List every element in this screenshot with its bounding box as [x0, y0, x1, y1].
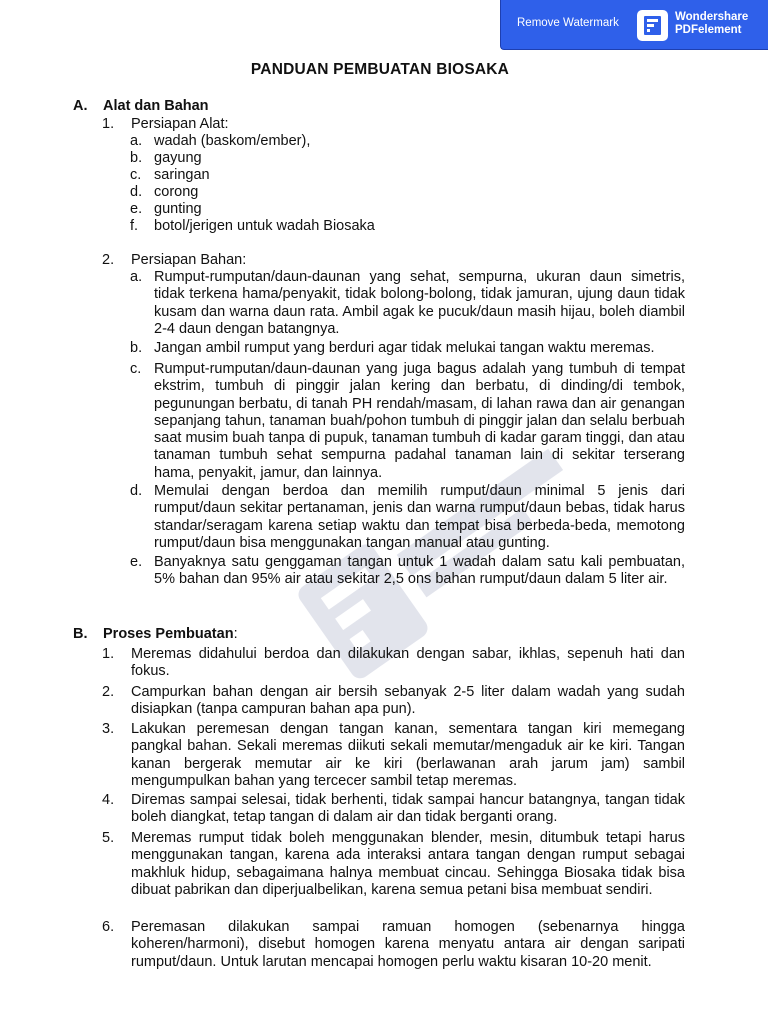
list-item: e. Banyaknya satu genggaman tangan untuk 1 wadah dalam satu kali pembuatan, 5% bahan dan 95% air atau sekitar 2,5 ons bahan rumput/daun dalam 5 liter air. — [130, 554, 685, 588]
step-number: 6. — [102, 919, 115, 935]
step-number: 2. — [102, 684, 115, 700]
step-number: 1. — [102, 646, 115, 662]
page-title: PANDUAN PEMBUATAN BIOSAKA — [250, 61, 510, 78]
step-number: 4. — [102, 792, 115, 808]
step-number: 3. — [102, 721, 115, 737]
step-number: 5. — [102, 830, 115, 846]
list-item: b. gayung — [130, 150, 202, 166]
group-persiapan-bahan-number: 2. — [102, 252, 115, 268]
group-persiapan-bahan-heading: Persiapan Bahan: — [131, 252, 247, 268]
step-text: Lakukan peremesan dengan tangan kanan, sementara tangan kiri memegang pangkal bahan. Sekali meremas diikuti sekali memutar/mengaduk air ke kiri. Tangan kanan bergerak memutar air ke kiri (berlawanan arah jarum jam) sambil mengumpulkan bahan yang tercecer sambil tetap meremas. — [131, 721, 685, 789]
step-text: Meremas didahului berdoa dan dilakukan dengan sabar, ikhlas, sepenuh hati dan fokus. — [131, 646, 685, 680]
list-item: d. corong — [130, 184, 199, 200]
group-persiapan-alat-heading: Persiapan Alat: — [131, 116, 229, 132]
brand-label: Wondershare PDFelement — [675, 11, 749, 36]
step-text: Diremas sampai selesai, tidak berhenti, tidak sampai hancur batangnya, tangan tidak boleh diangkat, tetap tangan di dalam air dan tidak berganti orang. — [131, 792, 685, 826]
remove-watermark-button[interactable]: Remove Watermark — [517, 17, 619, 29]
list-item: f. botol/jerigen untuk wadah Biosaka — [130, 218, 375, 234]
list-item: a. Rumput-rumputan/daun-daunan yang sehat, sempurna, ukuran daun simetris, tidak terkena hama/penyakit, tidak bolong-bolong, tidak jamuran, ujung daun tidak kusam dan warna daun rata. Ambil agak ke pucuk/daun masih hijau, boleh diambil 2-4 daun dengan batangnya. — [130, 269, 685, 337]
list-item: e. gunting — [130, 201, 202, 217]
step-text: Peremasan dilakukan sampai ramuan homogen (sebenarnya hingga koheren/harmoni), disebut homogen karena menyatu antara air dengan saripati rumput/daun. Untuk larutan mencapai homogen perlu waktu kisaran 10-20 menit. — [131, 919, 685, 970]
section-a-heading: A. Alat dan Bahan — [73, 98, 209, 114]
pdfelement-logo-icon — [637, 10, 668, 41]
group-persiapan-alat-number: 1. — [102, 116, 115, 132]
list-item: b. Jangan ambil rumput yang berduri agar tidak melukai tangan waktu meremas. — [130, 340, 655, 356]
list-item: c. saringan — [130, 167, 210, 183]
step-text: Meremas rumput tidak boleh menggunakan blender, mesin, ditumbuk tetapi harus menggunakan tangan, karena ada interaksi antara tangan dengan rumput sebagai makhluk hidup, sebagaimana halnya membuat cincau. Sehingga Biosaka tidak bisa dibuat pabrikan dan diperjualbelikan, karena semua petani bisa membuat sendiri. — [131, 830, 685, 898]
list-item: a. wadah (baskom/ember), — [130, 133, 311, 149]
watermark-banner — [500, 0, 768, 50]
list-item: c. Rumput-rumputan/daun-daunan yang juga bagus adalah yang tumbuh di tempat ekstrim, tumbuh di pinggir jalan kering dan berbatu, di dinding/di tembok, pegunungan berbatu, di tanah PH rendah/masam, di lahan rawa dan air genangan sepanjang tahun, tanaman buah/pohon tumbuh di pinggir jalan dan selalu berbuah saat musim buah tanpa di pupuk, tanaman tumbuh di kadar garam tinggi, dan atau tanaman tumbuh sehat sempurna padahal tanaman lain di sekitar terserang hama, penyakit, jamur, dan lainnya. — [130, 361, 685, 481]
section-b-heading: B. Proses Pembuatan: — [73, 626, 238, 642]
step-text: Campurkan bahan dengan air bersih sebanyak 2-5 liter dalam wadah yang sudah disiapkan (tanpa campuran bahan apa pun). — [131, 684, 685, 718]
list-item: d. Memulai dengan berdoa dan memilih rumput/daun minimal 5 jenis dari rumput/daun sekitar pertanaman, jenis dan warna rumput/daun bebas, tidak harus standar/seragam karena setiap waktu dan tempat bisa berbeda-beda, memotong rumput/daun bisa menggunakan tangan manual atau gunting. — [130, 483, 685, 551]
